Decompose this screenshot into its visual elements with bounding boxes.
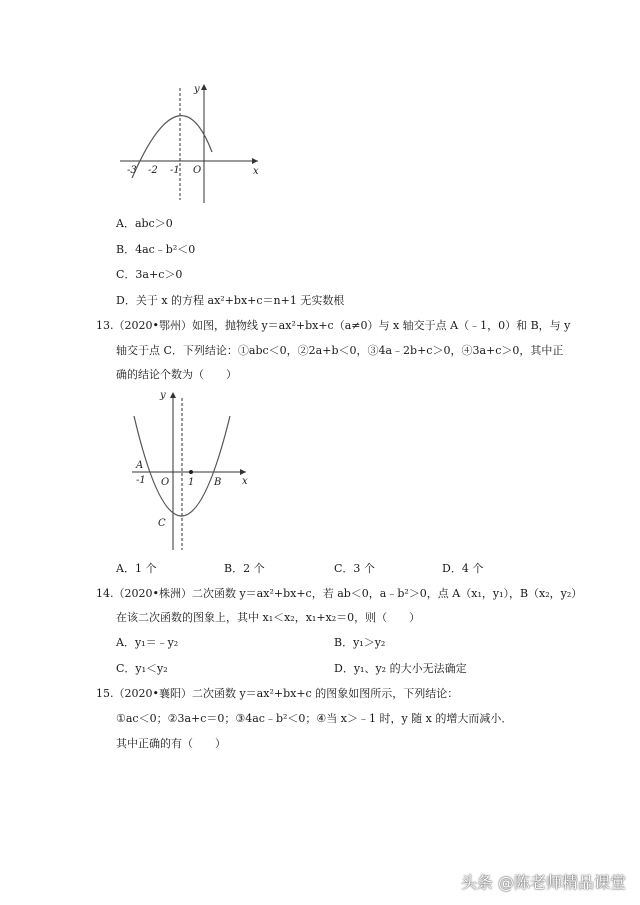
q15-stem-line1: 15.（2020•襄阳）二次函数 y＝ax²+bx+c 的图象如图所示，下列结论： [96, 687, 459, 700]
x-axis-arrow [252, 158, 258, 164]
q15-stem-line2: ①ac＜0；②3a+c＝0；③4ac﹣b²＜0；④当 x＞﹣1 时，y 随 x 的增大而减小． [116, 712, 513, 725]
point-b-label: B [214, 477, 222, 488]
origin-label: O [193, 165, 202, 176]
q13-option-d: D．4 个 [442, 562, 484, 575]
q14-stem-line2: 在该二次函数的图象上，其中 x₁＜x₂，x₁+x₂＝0，则（ ） [116, 611, 421, 624]
tick-label-neg1: -1 [170, 165, 180, 176]
origin-label: O [161, 477, 170, 488]
q13-option-b: B．2 个 [224, 562, 265, 575]
q12-option-c: C．3a+c＞0 [116, 268, 183, 281]
tick-label-neg2: -2 [148, 165, 158, 176]
parabola-figure-q13 [128, 386, 260, 554]
tick-label-neg1: -1 [136, 475, 146, 486]
q12-option-a: A．abc＞0 [116, 217, 173, 230]
y-axis-label: y [194, 84, 200, 95]
q12-option-d: D．关于 x 的方程 ax²+bx+c＝n+1 无实数根 [116, 294, 345, 307]
tick-label-1: 1 [188, 477, 195, 488]
watermark: 头条 @陈老师精品课堂 [460, 873, 626, 892]
q14-option-d: D．y₁、y₂ 的大小无法确定 [334, 662, 467, 675]
q13-stem-line2: 轴交于点 C．下列结论：①abc＜0，②2a+b＜0，③4a﹣2b+c＞0，④3a+c＞0，其中正 [116, 344, 564, 357]
q14-stem-line1: 14.（2020•株洲）二次函数 y＝ax²+bx+c，若 ab＜0，a﹣b²＞0，点 A（x₁，y₁），B（x₂，y₂） [96, 587, 583, 600]
point-c-label: C [158, 518, 166, 529]
y-axis-arrow [201, 84, 207, 90]
parabola-figure-q12 [110, 78, 270, 208]
q14-option-a: A．y₁＝﹣y₂ [116, 636, 179, 649]
point-a-label: A [136, 460, 144, 471]
tick-label-neg3: -3 [127, 165, 137, 176]
x-axis-label: x [253, 166, 259, 177]
q12-option-b: B．4ac﹣b²＜0 [116, 243, 196, 256]
q14-option-c: C．y₁＜y₂ [116, 662, 168, 675]
y-axis-arrow [170, 392, 176, 398]
q13-option-a: A．1 个 [116, 562, 157, 575]
x-axis-arrow [240, 469, 246, 475]
q15-stem-line3: 其中正确的有（ ） [116, 737, 226, 750]
y-axis-label: y [160, 390, 166, 401]
point-marker [189, 470, 193, 474]
q13-stem-line3: 确的结论个数为（ ） [116, 368, 237, 381]
x-axis-label: x [242, 476, 248, 487]
q14-option-b: B．y₁＞y₂ [334, 636, 386, 649]
q13-option-c: C．3 个 [334, 562, 375, 575]
q13-stem-line1: 13.（2020•鄂州）如图，抛物线 y＝ax²+bx+c（a≠0）与 x 轴交于点 A（﹣1，0）和 B，与 y [96, 319, 571, 332]
